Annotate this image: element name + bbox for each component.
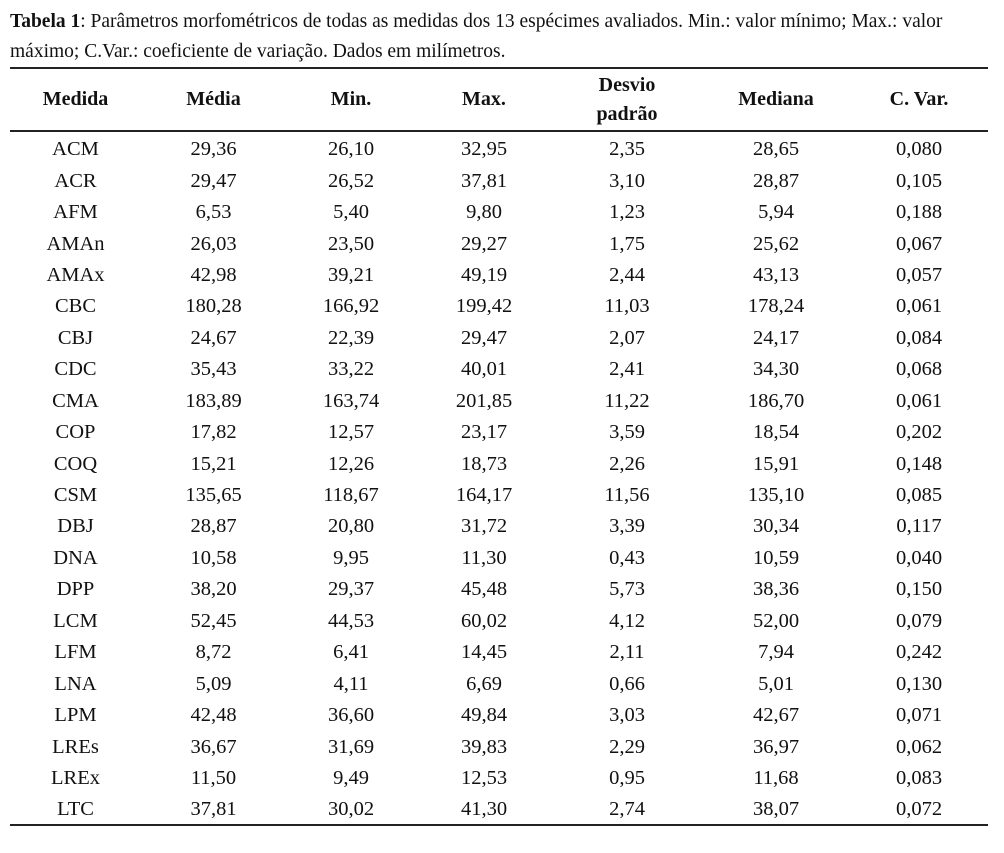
- cell-cvar: 0,040: [895, 546, 943, 569]
- cell-max: 201,85: [455, 389, 513, 412]
- header-mediana: Mediana: [738, 88, 814, 110]
- table-row: [10, 763, 988, 794]
- cell-desvio-padrao: 0,66: [609, 672, 645, 695]
- header-min: Min.: [330, 88, 372, 110]
- cell-desvio-padrao: 11,56: [604, 484, 650, 507]
- cell-min: 31,69: [327, 735, 375, 758]
- cell-cvar: 0,061: [895, 295, 943, 318]
- cell-desvio-padrao: 4,12: [609, 609, 645, 632]
- cell-cvar: 0,242: [895, 641, 943, 664]
- cell-medida: LCM: [53, 609, 98, 632]
- cell-max: 18,73: [460, 452, 508, 475]
- cell-desvio-padrao: 2,41: [609, 358, 645, 381]
- cell-min: 4,11: [333, 672, 369, 695]
- cell-min: 26,52: [327, 169, 375, 192]
- table-row: [10, 197, 988, 228]
- cell-medida: CBJ: [57, 326, 94, 349]
- cell-medida: COQ: [53, 452, 98, 475]
- cell-min: 12,57: [327, 421, 375, 444]
- cell-cvar: 0,061: [895, 389, 943, 412]
- cell-desvio-padrao: 3,03: [609, 704, 645, 727]
- cell-min: 20,80: [327, 515, 375, 538]
- table-row: [10, 165, 988, 196]
- cell-desvio-padrao: 1,75: [609, 232, 645, 255]
- cell-min: 12,26: [327, 452, 375, 475]
- cell-mediana: 34,30: [752, 358, 800, 381]
- cell-medida: DNA: [53, 546, 98, 569]
- cell-max: 39,83: [460, 735, 508, 758]
- cell-cvar: 0,150: [895, 578, 943, 601]
- cell-max: 49,19: [460, 263, 508, 286]
- header-desvio-padrao-label: Desvio padrão: [596, 73, 658, 125]
- cell-min: 166,92: [322, 295, 380, 318]
- cell-max: 9,80: [466, 201, 502, 224]
- cell-cvar: 0,202: [895, 421, 943, 444]
- cell-desvio-padrao: 2,29: [609, 735, 645, 758]
- cell-cvar: 0,062: [895, 735, 943, 758]
- cell-media: 28,87: [190, 515, 237, 538]
- table-row: [10, 511, 988, 542]
- cell-media: 29,36: [190, 138, 237, 161]
- cell-media: 135,65: [185, 484, 242, 507]
- cell-max: 14,45: [460, 641, 508, 664]
- cell-media: 11,50: [190, 766, 237, 789]
- cell-media: 183,89: [185, 389, 242, 412]
- cell-mediana: 38,36: [752, 578, 800, 601]
- table-row: [10, 417, 988, 448]
- cell-cvar: 0,068: [895, 358, 943, 381]
- table-row: [10, 354, 988, 385]
- cell-mediana: 43,13: [752, 263, 800, 286]
- cell-max: 164,17: [455, 484, 513, 507]
- table-row: [10, 448, 988, 479]
- table-row: [10, 700, 988, 731]
- cell-media: 35,43: [190, 358, 237, 381]
- cell-min: 33,22: [327, 358, 375, 381]
- cell-min: 5,40: [333, 201, 369, 224]
- cell-cvar: 0,057: [895, 263, 943, 286]
- cell-medida: CDC: [54, 358, 97, 381]
- cell-min: 36,60: [327, 704, 375, 727]
- cell-desvio-padrao: 2,07: [609, 326, 645, 349]
- cell-desvio-padrao: 0,43: [609, 546, 645, 569]
- cell-cvar: 0,130: [895, 672, 943, 695]
- cell-min: 9,95: [333, 546, 369, 569]
- cell-mediana: 28,87: [752, 169, 800, 192]
- cell-min: 6,41: [333, 641, 369, 664]
- cell-media: 29,47: [190, 169, 237, 192]
- cell-medida: LREx: [51, 766, 100, 789]
- cell-min: 30,02: [327, 798, 375, 821]
- table-body: [10, 130, 988, 826]
- cell-max: 41,30: [460, 798, 508, 821]
- cell-mediana: 5,01: [758, 672, 794, 695]
- cell-min: 29,37: [327, 578, 375, 601]
- cell-desvio-padrao: 2,44: [609, 263, 645, 286]
- cell-min: 9,49: [333, 766, 369, 789]
- cell-cvar: 0,084: [895, 326, 943, 349]
- cell-max: 32,95: [460, 138, 508, 161]
- cell-medida: ACR: [54, 169, 97, 192]
- cell-medida: LNA: [54, 672, 97, 695]
- header-media: Média: [186, 88, 241, 110]
- table-row: [10, 130, 988, 165]
- cell-max: 12,53: [460, 766, 508, 789]
- cell-media: 180,28: [185, 295, 242, 318]
- cell-desvio-padrao: 2,26: [609, 452, 645, 475]
- cell-max: 45,48: [460, 578, 508, 601]
- cell-desvio-padrao: 0,95: [609, 766, 645, 789]
- cell-cvar: 0,085: [895, 484, 943, 507]
- cell-media: 10,58: [190, 546, 237, 569]
- table-row: [10, 731, 988, 762]
- cell-desvio-padrao: 3,39: [609, 515, 645, 538]
- cell-mediana: 18,54: [752, 421, 800, 444]
- cell-mediana: 5,94: [758, 201, 794, 224]
- cell-media: 15,21: [190, 452, 237, 475]
- cell-medida: DBJ: [57, 515, 94, 538]
- cell-max: 37,81: [460, 169, 508, 192]
- cell-mediana: 24,17: [752, 326, 800, 349]
- cell-mediana: 25,62: [752, 232, 800, 255]
- cell-medida: ACM: [52, 138, 99, 161]
- cell-medida: LTC: [57, 798, 94, 821]
- cell-medida: AMAx: [46, 263, 105, 286]
- cell-media: 52,45: [190, 609, 237, 632]
- cell-medida: COP: [55, 421, 96, 444]
- caption-label: Tabela 1: [10, 11, 81, 32]
- cell-cvar: 0,148: [895, 452, 943, 475]
- cell-medida: AMAn: [46, 232, 105, 255]
- cell-media: 24,67: [190, 326, 237, 349]
- table-row: [10, 323, 988, 354]
- cell-max: 31,72: [460, 515, 508, 538]
- cell-media: 8,72: [195, 641, 232, 664]
- cell-cvar: 0,071: [895, 704, 943, 727]
- cell-mediana: 42,67: [752, 704, 800, 727]
- cell-max: 49,84: [460, 704, 508, 727]
- table-row: [10, 260, 988, 291]
- cell-medida: AFM: [53, 201, 98, 224]
- cell-mediana: 10,59: [752, 546, 800, 569]
- morphometric-table: [10, 69, 988, 826]
- cell-medida: CBC: [54, 295, 97, 318]
- table-row: [10, 386, 988, 417]
- cell-cvar: 0,079: [895, 609, 943, 632]
- cell-medida: LFM: [54, 641, 97, 664]
- cell-mediana: 30,34: [752, 515, 800, 538]
- cell-medida: LPM: [54, 704, 97, 727]
- cell-media: 5,09: [195, 672, 232, 695]
- cell-media: 42,98: [190, 263, 237, 286]
- cell-cvar: 0,080: [895, 138, 943, 161]
- cell-min: 22,39: [327, 326, 375, 349]
- cell-mediana: 178,24: [747, 295, 805, 318]
- cell-cvar: 0,083: [895, 766, 943, 789]
- cell-media: 6,53: [195, 201, 232, 224]
- cell-max: 23,17: [460, 421, 508, 444]
- table-row: [10, 606, 988, 637]
- header-medida: Medida: [42, 88, 109, 110]
- cell-min: 39,21: [327, 263, 375, 286]
- cell-cvar: 0,072: [895, 798, 943, 821]
- cell-max: 40,01: [460, 358, 508, 381]
- cell-desvio-padrao: 2,74: [609, 798, 645, 821]
- cell-min: 44,53: [327, 609, 375, 632]
- cell-desvio-padrao: 3,59: [609, 421, 645, 444]
- cell-mediana: 15,91: [752, 452, 800, 475]
- table-row: [10, 794, 988, 825]
- header-row: [10, 69, 988, 130]
- cell-desvio-padrao: 2,35: [609, 138, 645, 161]
- cell-min: 163,74: [322, 389, 380, 412]
- cell-media: 17,82: [190, 421, 237, 444]
- cell-mediana: 28,65: [752, 138, 800, 161]
- header-desvio-padrao: [552, 69, 702, 130]
- cell-mediana: 52,00: [752, 609, 800, 632]
- cell-cvar: 0,117: [896, 515, 942, 538]
- cell-mediana: 135,10: [747, 484, 805, 507]
- cell-media: 26,03: [190, 232, 237, 255]
- cell-mediana: 186,70: [747, 389, 805, 412]
- cell-desvio-padrao: 2,11: [609, 641, 645, 664]
- table-row: [10, 228, 988, 259]
- cell-min: 23,50: [327, 232, 375, 255]
- cell-min: 118,67: [323, 484, 379, 507]
- cell-max: 11,30: [461, 546, 507, 569]
- cell-mediana: 38,07: [752, 798, 800, 821]
- cell-media: 36,67: [190, 735, 237, 758]
- cell-media: 38,20: [190, 578, 237, 601]
- cell-medida: DPP: [56, 578, 95, 601]
- cell-max: 199,42: [455, 295, 513, 318]
- header-cvar: C. Var.: [889, 88, 949, 110]
- cell-media: 42,48: [190, 704, 237, 727]
- cell-desvio-padrao: 3,10: [609, 169, 645, 192]
- cell-max: 29,27: [460, 232, 508, 255]
- cell-desvio-padrao: 5,73: [609, 578, 645, 601]
- header-max: Max.: [462, 88, 506, 110]
- table-row: [10, 291, 988, 322]
- cell-media: 37,81: [190, 798, 237, 821]
- cell-cvar: 0,105: [895, 169, 943, 192]
- cell-desvio-padrao: 1,23: [609, 201, 645, 224]
- cell-desvio-padrao: 11,03: [604, 295, 650, 318]
- cell-desvio-padrao: 11,22: [604, 389, 650, 412]
- cell-cvar: 0,067: [895, 232, 943, 255]
- table-caption: [10, 7, 994, 67]
- cell-max: 6,69: [466, 672, 502, 695]
- cell-mediana: 11,68: [753, 766, 799, 789]
- table-row: [10, 574, 988, 605]
- table-row: [10, 668, 988, 699]
- caption-text: : Parâmetros morfométricos de todas as medidas dos 13 espécimes avaliados. Min.: valor mínimo; Max.: valor máximo; C.Var.: coeficiente de variação. Dados em milímetros.: [10, 11, 943, 62]
- cell-cvar: 0,188: [895, 201, 943, 224]
- cell-min: 26,10: [327, 138, 375, 161]
- table-row: [10, 480, 988, 511]
- cell-medida: CMA: [52, 389, 99, 412]
- table-row: [10, 637, 988, 668]
- cell-medida: LREs: [52, 735, 99, 758]
- cell-max: 60,02: [460, 609, 508, 632]
- cell-mediana: 7,94: [758, 641, 794, 664]
- cell-max: 29,47: [460, 326, 508, 349]
- table-row: [10, 543, 988, 574]
- cell-medida: CSM: [53, 484, 98, 507]
- cell-mediana: 36,97: [752, 735, 800, 758]
